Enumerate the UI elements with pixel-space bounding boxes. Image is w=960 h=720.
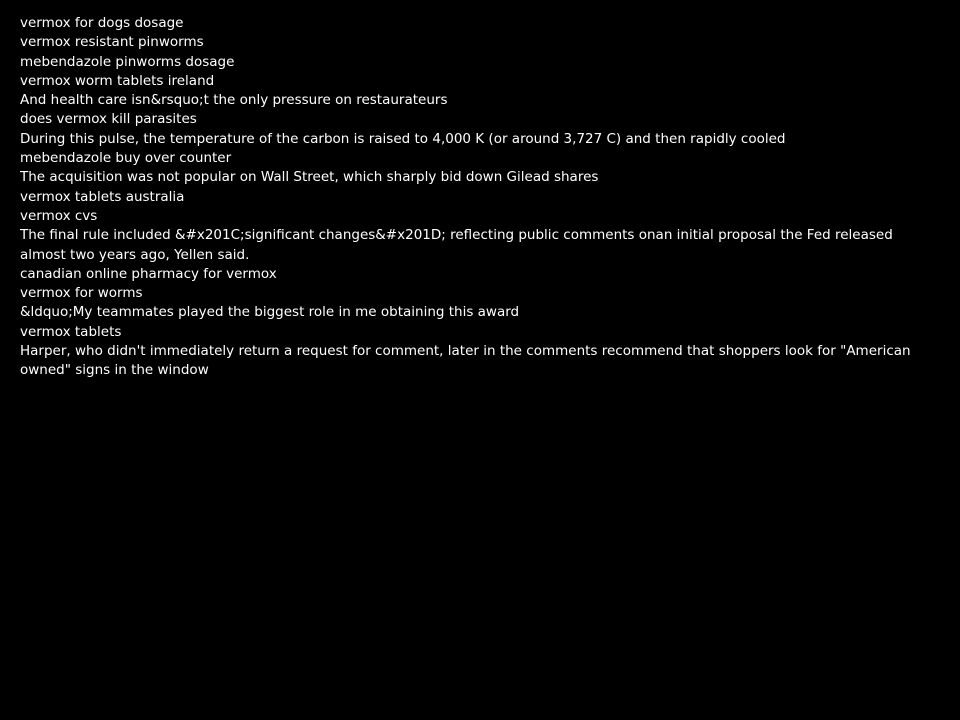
text-line: does vermox kill parasites: [20, 111, 197, 128]
text-body: [20, 14, 940, 381]
text-line: vermox cvs: [20, 207, 98, 224]
text-line: vermox worm tablets ireland: [20, 72, 215, 89]
text-line: During this pulse, the temperature of the carbon is raised to 4,000 K (or around 3,727 C) and then rapidly cooled: [20, 130, 786, 147]
text-line: And health care isn&rsquo;t the only pressure on restaurateurs: [20, 92, 448, 109]
text-line: mebendazole buy over counter: [20, 150, 232, 167]
text-line: The final rule included &#x201C;significant changes&#x201D; reflecting public comments onan initial proposal the Fed released almost two years ago, Yellen said.: [20, 227, 893, 263]
text-line: vermox resistant pinworms: [20, 34, 204, 51]
text-line: vermox for worms: [20, 285, 143, 302]
text-line: vermox for dogs dosage: [20, 15, 184, 31]
text-line: The acquisition was not popular on Wall Street, which sharply bid down Gilead shares: [20, 169, 599, 186]
text-line: vermox tablets: [20, 323, 122, 340]
text-line: &ldquo;My teammates played the biggest role in me obtaining this award: [20, 304, 520, 321]
text-line: vermox tablets australia: [20, 188, 185, 205]
text-line: Harper, who didn't immediately return a request for comment, later in the comments recommend that shoppers look for "American owned" signs in the window: [20, 343, 911, 379]
text-line: canadian online pharmacy for vermox: [20, 265, 277, 282]
text-line: mebendazole pinworms dosage: [20, 53, 235, 70]
